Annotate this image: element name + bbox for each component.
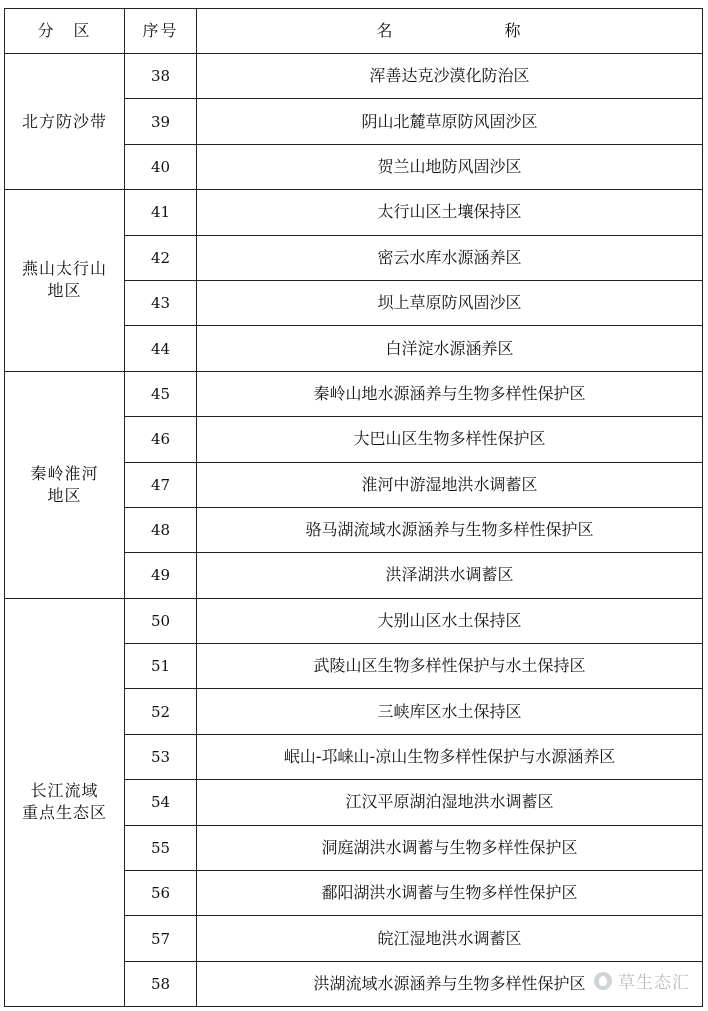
name-cell: 贺兰山地防风固沙区 (197, 144, 703, 189)
name-cell: 三峡库区水土保持区 (197, 689, 703, 734)
seq-cell: 48 (125, 507, 197, 552)
name-cell: 鄱阳湖洪水调蓄与生物多样性保护区 (197, 871, 703, 916)
name-cell: 武陵山区生物多样性保护与水土保持区 (197, 644, 703, 689)
seq-cell: 40 (125, 144, 197, 189)
zone-cell (5, 190, 125, 372)
watermark-text: 草生态汇 (618, 973, 690, 993)
name-cell: 淮河中游湿地洪水调蓄区 (197, 462, 703, 507)
table-row (5, 598, 703, 643)
seq-cell: 38 (125, 54, 197, 99)
table-body (5, 54, 703, 1007)
zone-label: 北方防沙带 (21, 111, 107, 131)
seq-cell: 53 (125, 734, 197, 779)
zone-cell (5, 598, 125, 1007)
name-cell: 洪湖流域水源涵养与生物多样性保护区 (197, 961, 703, 1006)
name-cell: 大巴山区生物多样性保护区 (197, 417, 703, 462)
table-row (5, 371, 703, 416)
seq-cell: 43 (125, 280, 197, 325)
zone-label: 燕山太行山 地区 (21, 259, 107, 301)
seq-cell: 55 (125, 825, 197, 870)
seq-cell: 44 (125, 326, 197, 371)
header-name (197, 9, 703, 54)
zone-cell (5, 371, 125, 598)
name-cell: 太行山区土壤保持区 (197, 190, 703, 235)
name-cell: 大别山区水土保持区 (197, 598, 703, 643)
name-cell: 江汉平原湖泊湿地洪水调蓄区 (197, 780, 703, 825)
seq-cell: 41 (125, 190, 197, 235)
name-cell: 密云水库水源涵养区 (197, 235, 703, 280)
seq-cell: 45 (125, 371, 197, 416)
wechat-icon (594, 972, 612, 990)
table-row (5, 54, 703, 99)
seq-cell: 56 (125, 871, 197, 916)
name-cell: 阴山北麓草原防风固沙区 (197, 99, 703, 144)
seq-cell: 39 (125, 99, 197, 144)
seq-cell: 42 (125, 235, 197, 280)
ecological-zone-table (4, 8, 703, 1007)
header-row (5, 9, 703, 54)
name-cell: 洞庭湖洪水调蓄与生物多样性保护区 (197, 825, 703, 870)
name-cell: 皖江湿地洪水调蓄区 (197, 916, 703, 961)
zone-cell (5, 54, 125, 190)
name-cell: 岷山-邛崃山-凉山生物多样性保护与水源涵养区 (197, 734, 703, 779)
seq-cell: 46 (125, 417, 197, 462)
header-seq: 序号 (125, 9, 197, 54)
name-cell: 骆马湖流域水源涵养与生物多样性保护区 (197, 507, 703, 552)
seq-cell: 52 (125, 689, 197, 734)
name-cell: 秦岭山地水源涵养与生物多样性保护区 (197, 371, 703, 416)
seq-cell: 54 (125, 780, 197, 825)
seq-cell: 50 (125, 598, 197, 643)
seq-cell: 51 (125, 644, 197, 689)
name-cell: 洪泽湖洪水调蓄区 (197, 553, 703, 598)
zone-label: 长江流域 重点生态区 (21, 781, 107, 823)
seq-cell: 49 (125, 553, 197, 598)
header-name-char-1: 名 (376, 21, 395, 40)
seq-cell: 57 (125, 916, 197, 961)
name-cell: 浑善达克沙漠化防治区 (197, 54, 703, 99)
zone-label: 秦岭淮河 地区 (30, 463, 99, 505)
seq-cell: 47 (125, 462, 197, 507)
watermark (594, 968, 690, 993)
seq-cell: 58 (125, 961, 197, 1006)
table-row (5, 190, 703, 235)
header-zone: 分 区 (5, 9, 125, 54)
header-name-char-2: 称 (504, 21, 523, 40)
name-cell: 白洋淀水源涵养区 (197, 326, 703, 371)
name-cell: 坝上草原防风固沙区 (197, 280, 703, 325)
